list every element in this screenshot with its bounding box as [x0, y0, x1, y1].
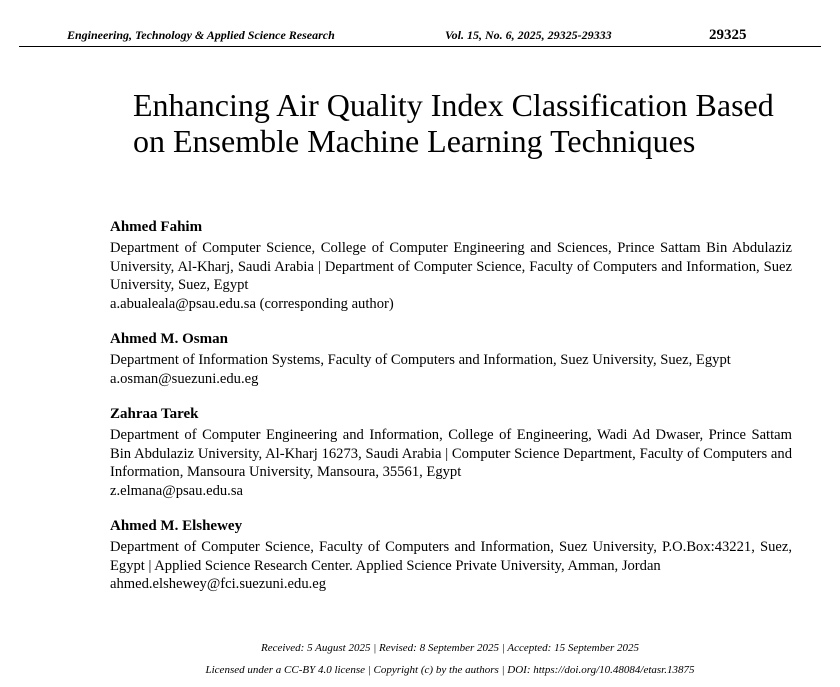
author-name: Ahmed M. Elshewey: [110, 518, 243, 534]
author-email[interactable]: a.osman@suezuni.edu.eg: [110, 370, 259, 387]
author-name: Ahmed M. Osman: [110, 331, 228, 347]
author-name: Zahraa Tarek: [110, 406, 199, 422]
author-list: [110, 218, 792, 611]
journal-name: Engineering, Technology & Applied Science Research: [67, 28, 335, 42]
license-doi: Licensed under a CC-BY 4.0 license | Copyright (c) by the authors | DOI: https://doi.org/10.48084/etasr.13875: [205, 664, 695, 676]
volume-info: Vol. 15, No. 6, 2025, 29325-29333: [445, 28, 612, 42]
author-name: Ahmed Fahim: [110, 219, 203, 235]
submission-dates: Received: 5 August 2025 | Revised: 8 September 2025 | Accepted: 15 September 2025: [261, 642, 639, 654]
author-email[interactable]: a.abualeala@psau.edu.sa (corresponding author): [110, 295, 394, 312]
author-affiliation: Department of Computer Science, Faculty of Computers and Information, Suez University, P.O.Box:43221, Suez, Egypt | Applied Science Research Center. Applied Science Private University, Amman, Jordan: [110, 539, 792, 574]
author-block: [110, 405, 792, 500]
paper-title: Enhancing Air Quality Index Classification Based on Ensemble Machine Learning Techniques: [133, 87, 774, 160]
author-block: [110, 218, 792, 313]
author-email[interactable]: ahmed.elshewey@fci.suezuni.edu.eg: [110, 576, 327, 592]
running-header: [19, 25, 821, 47]
author-affiliation: Department of Computer Engineering and Information, College of Engineering, Wadi Ad Dwaser, Prince Sattam Bin Abdulaziz University, Al-Kharj 16273, Saudi Arabia | Computer Science Department, Faculty of Computers and Information, Mansoura University, Mansoura, 35561, Egypt: [110, 427, 792, 480]
author-email[interactable]: z.elmana@psau.edu.sa: [110, 482, 243, 499]
author-affiliation: Department of Information Systems, Faculty of Computers and Information, Suez University, Suez, Egypt: [110, 352, 731, 368]
author-block: [110, 517, 792, 594]
author-affiliation: Department of Computer Science, College of Computer Engineering and Sciences, Prince Sattam Bin Abdulaziz University, Al-Kharj, Saudi Arabia | Department of Computer Science, Faculty of Computers and Information, Suez University, Suez, Egypt: [110, 240, 792, 293]
page-number: 29325: [709, 27, 747, 43]
author-block: [110, 330, 792, 388]
